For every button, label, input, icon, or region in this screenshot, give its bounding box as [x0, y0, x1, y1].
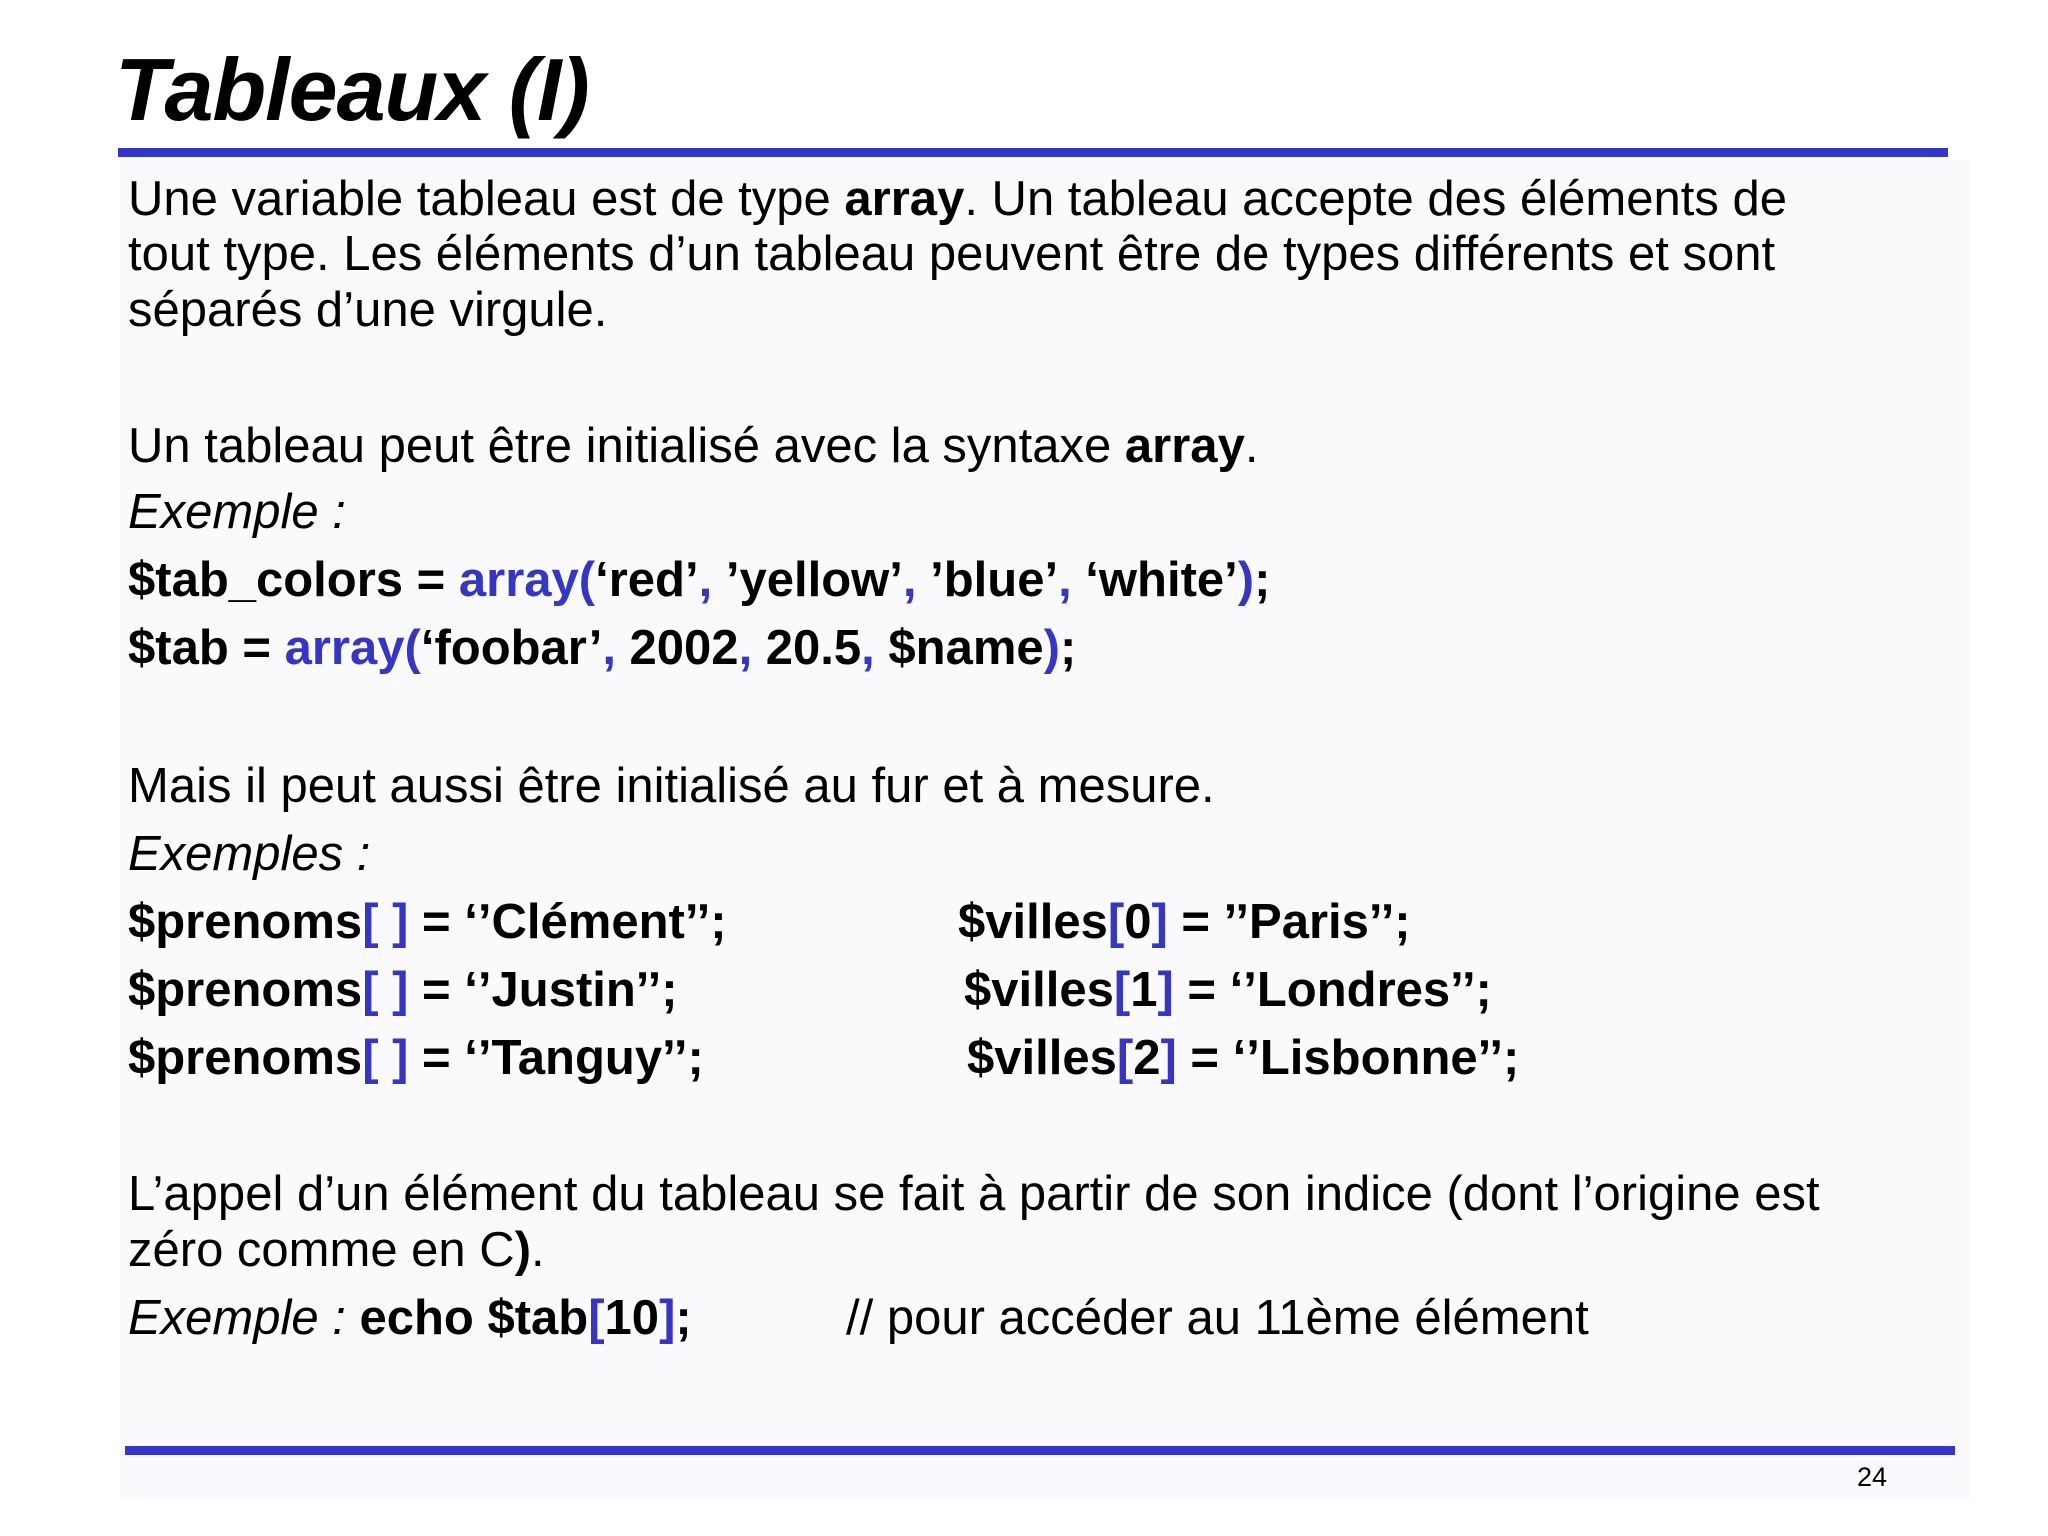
- index-access-line-1: L’appel d’un élément du tableau se fait à partir de son indice (dont l’origine est: [128, 1167, 1820, 1221]
- title-divider: [118, 148, 1948, 157]
- echo-example-line: [128, 1290, 692, 1346]
- code-line-tab-colors: [128, 552, 1270, 608]
- code-comment: // pour accéder au 11ème élément: [846, 1291, 1589, 1345]
- code-rest: = ‘’Tanguy’’;: [408, 1031, 704, 1085]
- array-syntax-keyword: array: [1124, 419, 1245, 473]
- code-var: $prenoms: [128, 895, 363, 949]
- code-rest: = ’’Paris’’;: [1167, 895, 1411, 949]
- code-bracket: [: [1116, 1031, 1134, 1085]
- array-syntax-end: .: [1244, 419, 1259, 473]
- code-sep: ,: [602, 621, 616, 675]
- code-rest: = ‘’Lisbonne’’;: [1176, 1031, 1520, 1085]
- code-line-prenoms: [128, 894, 727, 950]
- intro-line-1: [128, 171, 1787, 227]
- index-access-paren: ): [514, 1223, 532, 1277]
- code-sep: ,: [1058, 553, 1072, 607]
- code-line-prenoms: [128, 962, 678, 1018]
- incremental-init-line: Mais il peut aussi être initialisé au fur et à mesure.: [128, 759, 1215, 813]
- code-end: ;: [1060, 621, 1077, 675]
- code-arg: ‘red’: [595, 553, 699, 607]
- code-line-villes: [958, 894, 1411, 950]
- code-line-villes: [967, 1030, 1519, 1086]
- code-line-tab: [128, 620, 1076, 676]
- array-syntax-line: [128, 418, 1258, 474]
- code-line-villes: [964, 962, 1492, 1018]
- code-sep: ,: [861, 621, 875, 675]
- code-arg: 20.5: [752, 621, 862, 675]
- example-label-3: Exemple :: [128, 1291, 360, 1345]
- code-arg: ’blue’: [916, 553, 1059, 607]
- code-var: $prenoms: [128, 963, 363, 1017]
- code-arg: 2002: [615, 621, 739, 675]
- code-rest: = ‘’Clément’’;: [408, 895, 727, 949]
- code-rest: = ‘’Justin’’;: [408, 963, 678, 1017]
- code-sep: ,: [698, 553, 713, 607]
- code-rest: = ‘’Londres’’;: [1173, 963, 1492, 1017]
- code-bracket: [: [588, 1291, 605, 1345]
- code-var: $prenoms: [128, 1031, 363, 1085]
- code-var: $tab_colors =: [128, 553, 459, 607]
- code-bracket: [ ]: [362, 963, 409, 1017]
- code-fn: array(: [458, 553, 596, 607]
- code-bracket: [ ]: [362, 895, 409, 949]
- code-end: ;: [675, 1291, 692, 1345]
- code-bracket: ]: [659, 1291, 676, 1345]
- code-index: 0: [1124, 895, 1152, 949]
- code-var: $villes: [967, 1031, 1117, 1085]
- code-arg: $name: [874, 621, 1044, 675]
- code-echo: echo $tab: [359, 1291, 589, 1345]
- code-bracket: [: [1113, 963, 1131, 1017]
- code-bracket: [ ]: [362, 1031, 409, 1085]
- code-var: $villes: [964, 963, 1114, 1017]
- example-label-1: Exemple :: [128, 485, 346, 539]
- code-line-prenoms: [128, 1030, 704, 1086]
- page-number: 24: [1857, 1462, 1888, 1492]
- code-index: 2: [1133, 1031, 1161, 1085]
- code-close-paren: ): [1237, 553, 1255, 607]
- footer-divider: [125, 1446, 1955, 1455]
- index-access-text: zéro comme en C: [128, 1223, 515, 1277]
- code-end: ;: [1254, 553, 1271, 607]
- intro-line-3: séparés d’une virgule.: [128, 283, 608, 337]
- code-sep: ,: [902, 553, 917, 607]
- intro-line-1-end: . Un tableau accepte des éléments de: [964, 172, 1787, 226]
- example-label-2: Exemples :: [128, 827, 371, 881]
- code-bracket: ]: [1160, 1031, 1177, 1085]
- intro-line-1-text: Une variable tableau est de type: [128, 172, 845, 226]
- slide-title: Tableaux (I): [115, 40, 589, 139]
- index-access-end: .: [531, 1223, 545, 1277]
- code-index: 1: [1130, 963, 1158, 1017]
- code-arg: ‘white’: [1071, 553, 1238, 607]
- code-index: 10: [604, 1291, 660, 1345]
- code-bracket: [: [1107, 895, 1125, 949]
- code-var: $tab =: [128, 621, 285, 675]
- code-close-paren: ): [1043, 621, 1060, 675]
- code-bracket: ]: [1157, 963, 1174, 1017]
- code-arg: ’yellow’: [712, 553, 903, 607]
- code-var: $villes: [958, 895, 1108, 949]
- index-access-line-2: [128, 1222, 545, 1278]
- intro-keyword-array: array: [844, 172, 965, 226]
- code-fn: array(: [284, 621, 421, 675]
- code-arg: ‘foobar’: [420, 621, 603, 675]
- intro-line-2: tout type. Les éléments d’un tableau peuvent être de types différents et sont: [128, 227, 1776, 281]
- code-sep: ,: [738, 621, 753, 675]
- array-syntax-text: Un tableau peut être initialisé avec la syntaxe: [128, 419, 1125, 473]
- code-bracket: ]: [1151, 895, 1168, 949]
